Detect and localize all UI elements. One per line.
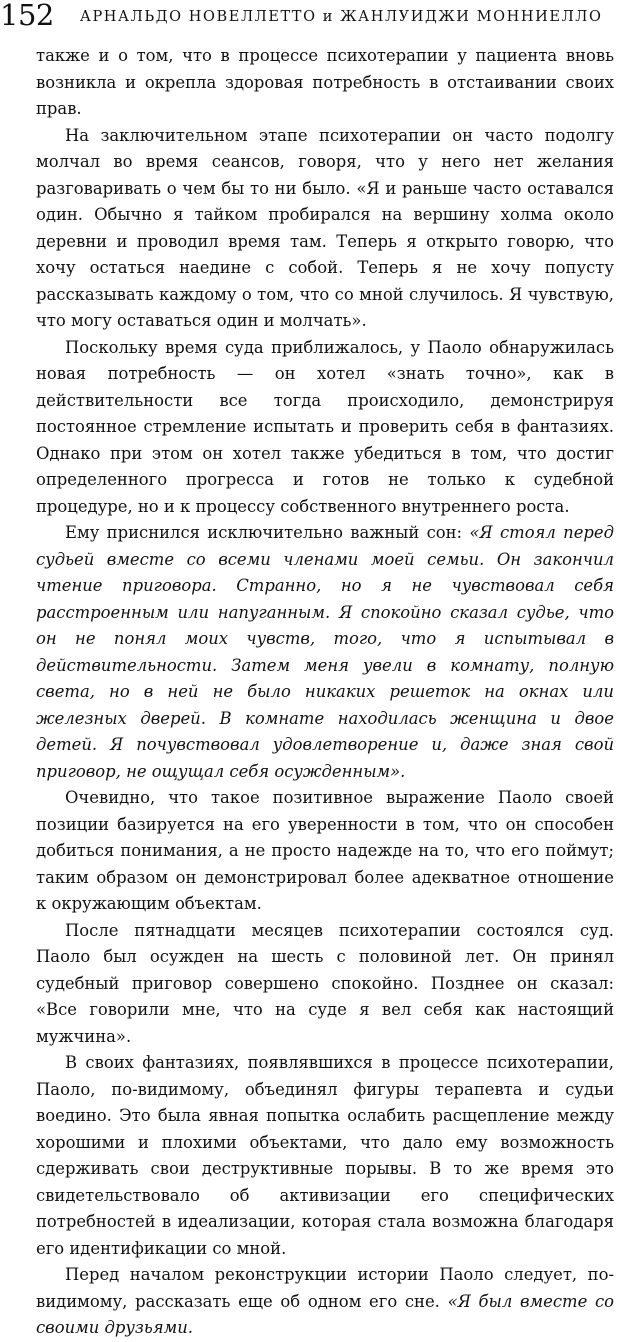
page-number: 152	[0, 0, 54, 32]
paragraph: После пятнадцати месяцев психотерапии состоялся суд. Паоло был осужден на шесть с половиной лет. Он принял судебный приговор совершено спокойно. Позднее он сказал: «Все говорили мне, что на суде я вел себя как настоящий мужчина».	[36, 920, 614, 1046]
paragraph: также и о том, что в процессе психотерапии у пациента вновь возникла и окрепла здоровая потребность в отстаивании своих прав.	[36, 46, 614, 118]
paragraph: На заключительном этапе психотерапии он часто подолгу молчал во время сеансов, говоря, что у него нет желания разговаривать о чем бы то ни было. «Я и раньше часто оставался один. Обычно я тайком пробирался на вершину холма около деревни и проводил время там. Теперь я открыто говорю, что хочу остаться наедине с собой. Теперь я не хочу попусту рассказывать каждому о том, что со мной случилось. Я чувствую, что могу оставаться один и молчать».	[36, 125, 614, 330]
paragraph-dream	[36, 1262, 614, 1342]
dream-quote: «Я стоял перед судьей вместе со всеми членами моей семьи. Он закончил чтение приговора. Странно, но я не чувствовал себя расстроенным или напуганным. Я спокойно сказал судье, что он не понял моих чувств, того, что я испытывал в действительности. Затем меня увели в комнату, полную света, но в ней не было никаких решеток на окнах или железных дверей. В комнате находилась женщина и двое детей. Я почувствовал удовлетворение и, даже зная свой приговор, не ощущал себя осужденным».	[36, 523, 614, 781]
paragraph-dream	[36, 520, 614, 785]
paragraph: В своих фантазиях, появлявшихся в процессе психотерапии, Паоло, по-видимому, объединял фигуры терапевта и судьи воедино. Это была явная попытка ослабить расщепление между хорошими и плохими объектами, что дало ему возможность сдерживать свои деструктивные порывы. В то же время это свидетельствовало об активизации его специфических потребностей в идеализации, которая стала возможна благодаря его идентификации со мной.	[36, 1053, 614, 1258]
paragraph: Очевидно, что такое позитивное выражение Паоло своей позиции базируется на его уверенности в том, что он способен добиться понимания, а не просто надежде на то, что его поймут; таким образом он демонстрировал более адекватное отношение к окружающим объектам.	[36, 788, 614, 913]
page-header	[0, 0, 620, 30]
dream-quote: «Я был вместе со своими друзьями.	[36, 1291, 615, 1337]
running-head: АРНАЛЬДО НОВЕЛЛЕТТО и ЖАНЛУИДЖИ МОННИЕЛЛО	[79, 9, 603, 25]
body-text	[36, 43, 614, 1342]
paragraph-lead: Ему приснился исключительно важный сон:	[65, 523, 470, 542]
paragraph-lead: Перед началом реконструкции истории Паоло следует, по-видимому, рассказать еще об одном его сне.	[36, 1265, 614, 1311]
paragraph: Поскольку время суда приближалось, у Паоло обнаружилась новая потребность — он хотел «знать точно», как в действительности все тогда происходило, демонстрируя постоянное стремление испытать и проверить себя в фантазиях. Однако при этом он хотел также убедиться в том, что достиг определенного прогресса и готов не только к судебной процедуре, но и к процессу собственного внутреннего роста.	[36, 337, 614, 516]
